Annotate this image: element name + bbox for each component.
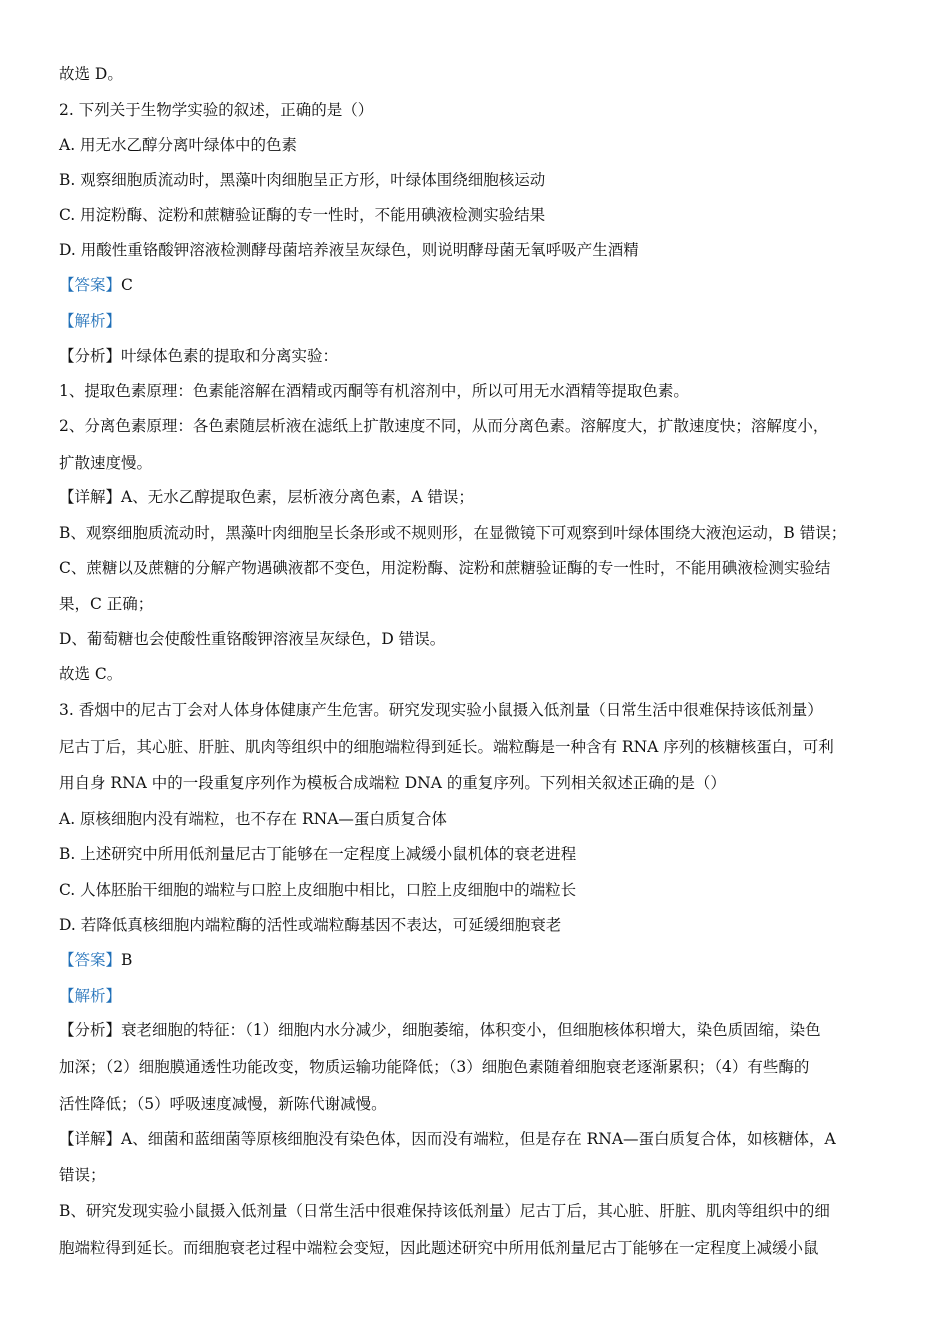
text-line: 错误； <box>59 1166 106 1184</box>
option-c: C. 人体胚胎干细胞的端粒与口腔上皮细胞中相比，口腔上皮细胞中的端粒长 <box>59 881 577 899</box>
text-line: 加深；（2）细胞膜通透性功能改变，物质运输功能降低；（3）细胞色素随着细胞衰老逐渐累积；（4）有些酶的 <box>59 1058 810 1076</box>
option-c: C. 用淀粉酶、淀粉和蔗糖验证酶的专一性时，不能用碘液检测实验结果 <box>59 206 546 224</box>
analysis-tag: 【解析】 <box>59 312 122 330</box>
text-line: D、葡萄糖也会使酸性重铬酸钾溶液呈灰绿色，D 错误。 <box>59 630 446 648</box>
text-line: 故选 D。 <box>59 65 123 83</box>
text-line: 【分析】衰老细胞的特征：（1）细胞内水分减少，细胞萎缩，体积变小，但细胞核体积增大，染色质固缩，染色 <box>59 1021 821 1039</box>
option-b: B. 上述研究中所用低剂量尼古丁能够在一定程度上减缓小鼠机体的衰老进程 <box>59 845 577 863</box>
answer-line <box>59 949 899 971</box>
text-line: 【详解】A、无水乙醇提取色素，层析液分离色素，A 错误； <box>59 488 474 506</box>
question-stem: 用自身 RNA 中的一段重复序列作为模板合成端粒 DNA 的重复序列。下列相关叙述正确的是（） <box>59 774 726 792</box>
question-stem: 2. 下列关于生物学实验的叙述，正确的是（） <box>59 101 374 119</box>
text-line: 1、提取色素原理：色素能溶解在酒精或丙酮等有机溶剂中，所以可用无水酒精等提取色素。 <box>59 382 689 400</box>
option-a: A. 原核细胞内没有端粒，也不存在 RNA—蛋白质复合体 <box>59 810 447 828</box>
text-line: 【分析】叶绿体色素的提取和分离实验： <box>59 347 339 365</box>
analysis-heading <box>59 310 899 332</box>
question-stem: 3. 香烟中的尼古丁会对人体身体健康产生危害。研究发现实验小鼠摄入低剂量（日常生活中很难保持该低剂量） <box>59 701 823 719</box>
question-stem: 尼古丁后，其心脏、肝脏、肌肉等组织中的细胞端粒得到延长。端粒酶是一种含有 RNA 序列的核糖核蛋白，可利 <box>59 738 834 756</box>
option-b: B. 观察细胞质流动时，黑藻叶肉细胞呈正方形，叶绿体围绕细胞核运动 <box>59 171 546 189</box>
text-line: B、研究发现实验小鼠摄入低剂量（日常生活中很难保持该低剂量）尼古丁后，其心脏、肝脏、肌肉等组织中的细 <box>59 1202 830 1220</box>
text-line: 胞端粒得到延长。而细胞衰老过程中端粒会变短，因此题述研究中所用低剂量尼古丁能够在一定程度上减缓小鼠 <box>59 1239 819 1257</box>
text-line: 果，C 正确； <box>59 595 154 613</box>
text-line: 故选 C。 <box>59 665 123 683</box>
analysis-heading <box>59 985 899 1007</box>
answer-tag: 【答案】 <box>59 951 122 969</box>
analysis-tag: 【解析】 <box>59 987 122 1005</box>
option-a: A. 用无水乙醇分离叶绿体中的色素 <box>59 136 298 154</box>
option-d: D. 若降低真核细胞内端粒酶的活性或端粒酶基因不表达，可延缓细胞衰老 <box>59 916 562 934</box>
text-line: 活性降低；（5）呼吸速度减慢，新陈代谢减慢。 <box>59 1095 387 1113</box>
text-line: B、观察细胞质流动时，黑藻叶肉细胞呈长条形或不规则形，在显微镜下可观察到叶绿体围绕大液泡运动，B 错误； <box>59 524 847 542</box>
option-d: D. 用酸性重铬酸钾溶液检测酵母菌培养液呈灰绿色，则说明酵母菌无氧呼吸产生酒精 <box>59 241 639 259</box>
text-line: 扩散速度慢。 <box>59 454 153 472</box>
text-line: C、蔗糖以及蔗糖的分解产物遇碘液都不变色，用淀粉酶、淀粉和蔗糖验证酶的专一性时，不能用碘液检测实验结 <box>59 559 831 577</box>
text-line: 2、分离色素原理：各色素随层析液在滤纸上扩散速度不同，从而分离色素。溶解度大，扩散速度快；溶解度小， <box>59 417 829 435</box>
answer-value: B <box>121 951 133 969</box>
text-line: 【详解】A、细菌和蓝细菌等原核细胞没有染色体，因而没有端粒，但是存在 RNA—蛋白质复合体，如核糖体，A <box>59 1130 836 1148</box>
answer-value: C <box>121 276 133 294</box>
answer-tag: 【答案】 <box>59 276 122 294</box>
answer-line <box>59 274 899 296</box>
